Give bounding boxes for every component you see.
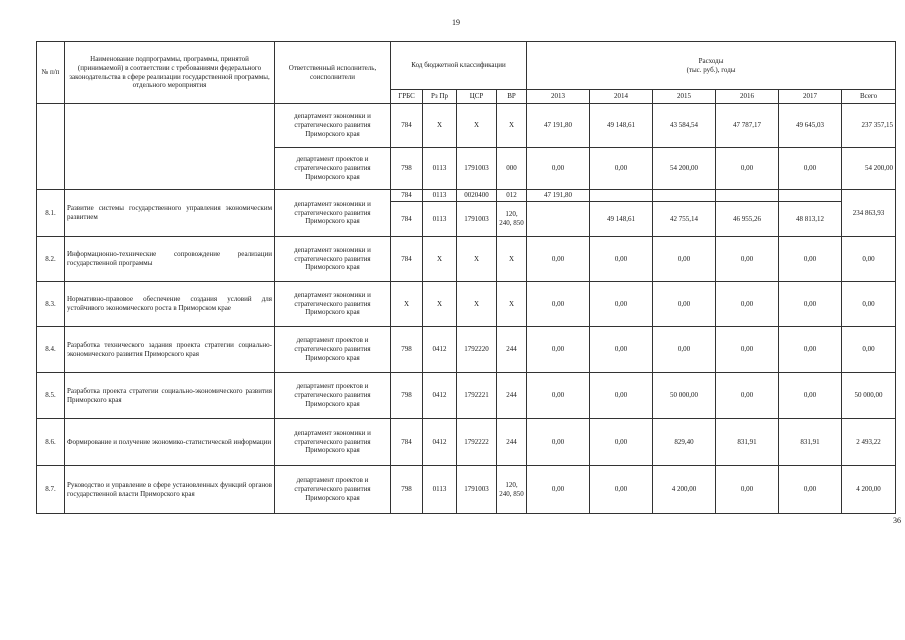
value-2014: 0,00 (590, 466, 653, 514)
rzpr-cell: 0113 (423, 190, 457, 202)
executor-cell: департамент проектов и стратегического развития Приморского края (275, 373, 391, 419)
csr-cell: Х (457, 104, 497, 148)
grbs-cell: 798 (391, 373, 423, 419)
row-number: 8.5. (37, 373, 65, 419)
value-2017: 831,91 (779, 419, 842, 466)
row-number: 8.7. (37, 466, 65, 514)
header-rzpr: Рз Пр (423, 90, 457, 104)
value-2014: 0,00 (590, 419, 653, 466)
value-2016: 0,00 (716, 373, 779, 419)
value-2016: 0,00 (716, 466, 779, 514)
budget-table (36, 41, 896, 514)
value-2013: 0,00 (527, 327, 590, 373)
executor-cell: департамент экономики и стратегического развития Приморского края (275, 190, 391, 237)
executor-cell: департамент проектов и стратегического развития Приморского края (275, 327, 391, 373)
grbs-cell: 784 (391, 202, 423, 237)
value-total: 54 200,00 (842, 148, 896, 190)
value-2015: 54 200,00 (653, 148, 716, 190)
grbs-cell: Х (391, 282, 423, 327)
executor-cell: департамент экономики и стратегического развития Приморского края (275, 419, 391, 466)
table-row (37, 373, 896, 419)
value-2013: 0,00 (527, 419, 590, 466)
value-2016: 0,00 (716, 282, 779, 327)
vr-cell: 120, 240, 850 (497, 466, 527, 514)
value-2015: 42 755,14 (653, 202, 716, 237)
executor-cell: департамент экономики и стратегического развития Приморского края (275, 237, 391, 282)
continuation-mark: 36 (893, 516, 901, 525)
value-2015: 0,00 (653, 237, 716, 282)
measure-name: Руководство и управление в сфере установленных функций органов государственной власти Приморского края (65, 466, 275, 514)
value-2013: 0,00 (527, 373, 590, 419)
value-2013: 0,00 (527, 466, 590, 514)
header-2015: 2015 (653, 90, 716, 104)
header-vr: ВР (497, 90, 527, 104)
vr-cell: 120, 240, 850 (497, 202, 527, 237)
header-total: Всего (842, 90, 896, 104)
csr-cell: 1791003 (457, 148, 497, 190)
empty-cell (590, 190, 653, 202)
table-row (37, 282, 896, 327)
rzpr-cell: Х (423, 104, 457, 148)
csr-cell: Х (457, 237, 497, 282)
value-2013: 0,00 (527, 282, 590, 327)
value-2016: 831,91 (716, 419, 779, 466)
table-row (37, 466, 896, 514)
row-number: 8.6. (37, 419, 65, 466)
empty-cell (65, 104, 275, 190)
rzpr-cell: 0412 (423, 373, 457, 419)
value-2017: 0,00 (779, 466, 842, 514)
value-2016: 46 955,26 (716, 202, 779, 237)
header-2016: 2016 (716, 90, 779, 104)
table-row (37, 419, 896, 466)
grbs-cell: 784 (391, 104, 423, 148)
header-expenses: Расходы (тыс. руб.), годы (527, 42, 896, 90)
measure-name: Разработка проекта стратегии социально-экономического развития Приморского края (65, 373, 275, 419)
value-2016: 47 787,17 (716, 104, 779, 148)
value-total: 0,00 (842, 282, 896, 327)
value-2014: 0,00 (590, 373, 653, 419)
value-total: 0,00 (842, 327, 896, 373)
header-grbs: ГРБС (391, 90, 423, 104)
table-row (37, 327, 896, 373)
value-2017: 0,00 (779, 373, 842, 419)
header-csr: ЦСР (457, 90, 497, 104)
vr-cell: Х (497, 104, 527, 148)
row-number: 8.1. (37, 190, 65, 237)
vr-cell: 244 (497, 327, 527, 373)
value-2015: 4 200,00 (653, 466, 716, 514)
value-2017: 0,00 (779, 237, 842, 282)
executor-cell: департамент экономики и стратегического развития Приморского края (275, 104, 391, 148)
grbs-cell: 798 (391, 327, 423, 373)
table-row (37, 190, 896, 202)
value-total: 237 357,15 (842, 104, 896, 148)
csr-cell: 0020400 (457, 190, 497, 202)
value-2015: 0,00 (653, 327, 716, 373)
value-2014: 49 148,61 (590, 202, 653, 237)
rzpr-cell: 0113 (423, 148, 457, 190)
value-total: 50 000,00 (842, 373, 896, 419)
value-2016: 0,00 (716, 237, 779, 282)
empty-cell (37, 104, 65, 190)
vr-cell: 244 (497, 419, 527, 466)
grbs-cell: 784 (391, 419, 423, 466)
value-2017: 49 645,03 (779, 104, 842, 148)
empty-cell (779, 190, 842, 202)
csr-cell: Х (457, 282, 497, 327)
vr-cell: 000 (497, 148, 527, 190)
vr-cell: 012 (497, 190, 527, 202)
header-2014: 2014 (590, 90, 653, 104)
value-2014: 0,00 (590, 282, 653, 327)
rzpr-cell: Х (423, 282, 457, 327)
value-2015: 50 000,00 (653, 373, 716, 419)
header-2013: 2013 (527, 90, 590, 104)
row-number: 8.2. (37, 237, 65, 282)
vr-cell: Х (497, 237, 527, 282)
value-2014: 0,00 (590, 148, 653, 190)
vr-cell: Х (497, 282, 527, 327)
empty-cell (653, 190, 716, 202)
value-total: 234 863,93 (842, 190, 896, 237)
value-2014: 49 148,61 (590, 104, 653, 148)
value-2017: 48 813,12 (779, 202, 842, 237)
grbs-cell: 784 (391, 190, 423, 202)
measure-name: Информационно-технические сопровождение реализации государственной программы (65, 237, 275, 282)
value-2013: 47 191,80 (527, 104, 590, 148)
executor-cell: департамент проектов и стратегического развития Приморского края (275, 466, 391, 514)
rzpr-cell: 0113 (423, 202, 457, 237)
row-number: 8.3. (37, 282, 65, 327)
value-total: 0,00 (842, 237, 896, 282)
empty-cell (527, 202, 590, 237)
value-2013: 47 191,80 (527, 190, 590, 202)
header-num: № п/п (37, 42, 65, 104)
csr-cell: 1792220 (457, 327, 497, 373)
measure-name: Формирование и получение экономико-статистической информации (65, 419, 275, 466)
value-2016: 0,00 (716, 327, 779, 373)
value-2013: 0,00 (527, 148, 590, 190)
page-number: 19 (452, 18, 460, 27)
header-executor: Ответственный исполнитель, соисполнители (275, 42, 391, 104)
value-2015: 43 584,54 (653, 104, 716, 148)
csr-cell: 1791003 (457, 202, 497, 237)
value-2017: 0,00 (779, 148, 842, 190)
csr-cell: 1792222 (457, 419, 497, 466)
value-total: 4 200,00 (842, 466, 896, 514)
value-2015: 0,00 (653, 282, 716, 327)
csr-cell: 1792221 (457, 373, 497, 419)
measure-name: Разработка технического задания проекта стратегии социально-экономического развития Приморского края (65, 327, 275, 373)
rzpr-cell: Х (423, 237, 457, 282)
grbs-cell: 784 (391, 237, 423, 282)
value-2014: 0,00 (590, 327, 653, 373)
value-total: 2 493,22 (842, 419, 896, 466)
header-2017: 2017 (779, 90, 842, 104)
csr-cell: 1791003 (457, 466, 497, 514)
header-name: Наименование подпрограммы, программы, принятой (принимаемой) в соответствии с требованиями федерального законодательства в сфере реализации государственной программы, отдельного мероприятия (65, 42, 275, 104)
measure-name: Нормативно-правовое обеспечение создания условий для устойчивого экономического роста в Приморском крае (65, 282, 275, 327)
executor-cell: департамент экономики и стратегического развития Приморского края (275, 282, 391, 327)
vr-cell: 244 (497, 373, 527, 419)
grbs-cell: 798 (391, 466, 423, 514)
value-2013: 0,00 (527, 237, 590, 282)
value-2015: 829,40 (653, 419, 716, 466)
rzpr-cell: 0113 (423, 466, 457, 514)
executor-cell: департамент проектов и стратегического развития Приморского края (275, 148, 391, 190)
value-2017: 0,00 (779, 327, 842, 373)
table-row (37, 237, 896, 282)
header-budget-code: Код бюджетной классификации (391, 42, 527, 90)
value-2014: 0,00 (590, 237, 653, 282)
grbs-cell: 798 (391, 148, 423, 190)
measure-name: Развитие системы государственного управления экономическим развитием (65, 190, 275, 237)
rzpr-cell: 0412 (423, 327, 457, 373)
value-2016: 0,00 (716, 148, 779, 190)
row-number: 8.4. (37, 327, 65, 373)
value-2017: 0,00 (779, 282, 842, 327)
table-row (37, 104, 896, 148)
empty-cell (716, 190, 779, 202)
rzpr-cell: 0412 (423, 419, 457, 466)
header-row (37, 42, 896, 90)
